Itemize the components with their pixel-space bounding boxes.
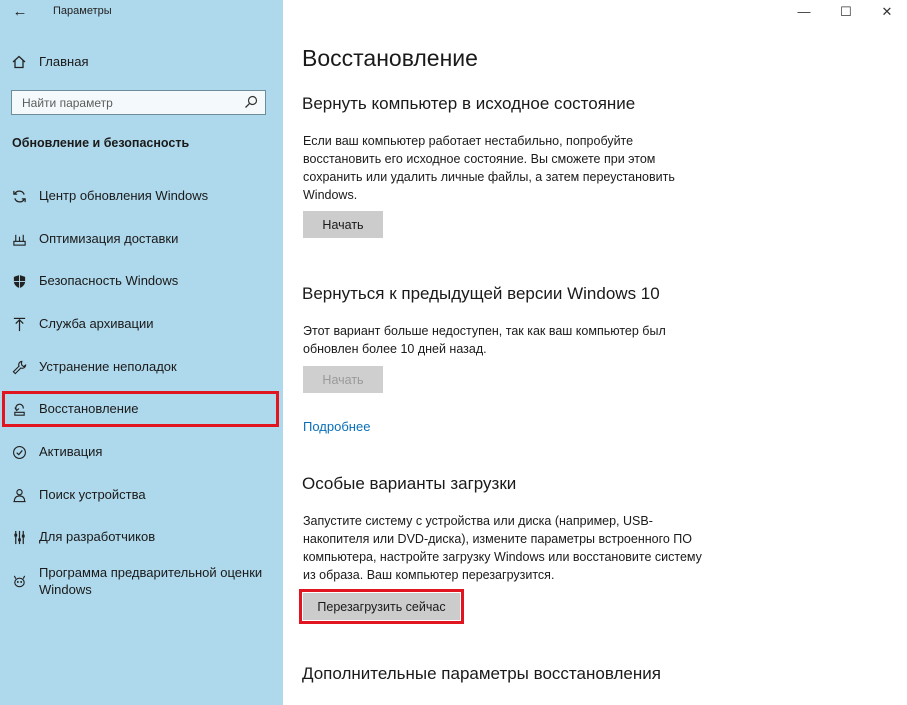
sync-icon	[10, 187, 28, 205]
reset-start-button[interactable]: Начать	[303, 211, 383, 238]
sidebar-item-label: Для разработчиков	[39, 529, 156, 544]
rollback-start-button: Начать	[303, 366, 383, 393]
learn-more-link[interactable]: Подробнее	[303, 419, 371, 434]
sidebar-item-home[interactable]	[0, 48, 283, 74]
rollback-heading: Вернуться к предыдущей версии Windows 10	[302, 284, 660, 303]
backup-icon	[10, 315, 28, 333]
rollback-description: Этот вариант больше недоступен, так как ваш компьютер был обновлен более 10 дней назад.	[303, 324, 666, 356]
more-recovery-heading: Дополнительные параметры восстановления	[302, 664, 661, 683]
sidebar-item-activation[interactable]	[0, 436, 283, 468]
section-title: Обновление и безопасность	[12, 136, 190, 150]
maximize-icon: ☐	[840, 4, 852, 19]
sidebar-item-label: Программа предварительной оценки Windows	[39, 565, 263, 597]
sidebar-item-label: Восстановление	[39, 401, 139, 416]
sidebar-item-insider-program[interactable]	[0, 561, 283, 601]
sidebar-item-label: Устранение неполадок	[39, 359, 177, 374]
sidebar-item-recovery[interactable]	[2, 391, 279, 427]
recovery-icon	[10, 400, 28, 418]
home-icon	[10, 53, 28, 71]
sidebar-item-label: Активация	[39, 444, 103, 459]
sidebar-item-label: Служба архивации	[39, 316, 154, 331]
insider-icon	[10, 572, 28, 590]
sidebar-item-backup[interactable]	[0, 308, 283, 340]
sidebar-item-developers[interactable]	[0, 521, 283, 553]
sidebar-item-delivery-optimization[interactable]	[0, 223, 283, 255]
sidebar-item-label: Безопасность Windows	[39, 273, 179, 288]
developer-icon	[10, 528, 28, 546]
search-box[interactable]	[11, 90, 266, 115]
sidebar	[0, 0, 283, 705]
app-title: Параметры	[53, 5, 112, 17]
check-circle-icon	[10, 443, 28, 461]
advanced-startup-description: Запустите систему с устройства или диска (например, USB-накопителя или DVD-диска), измените параметры встроенного ПО компьютера, настройте загрузку Windows или восстановите систему из образа. Ваш компьютер перезагрузится.	[303, 514, 702, 582]
search-icon[interactable]	[243, 94, 259, 110]
reset-description: Если ваш компьютер работает нестабильно, попробуйте восстановить его исходное состояние. Вы сможете при этом сохранить или удалить личные файлы, а затем переустановить Windows.	[303, 134, 675, 202]
restart-now-button[interactable]: Перезагрузить сейчас	[303, 593, 460, 620]
advanced-startup-heading: Особые варианты загрузки	[302, 474, 517, 493]
page-title: Восстановление	[302, 45, 478, 71]
maximize-button[interactable]	[829, 2, 863, 22]
sidebar-item-label: Главная	[39, 54, 89, 69]
sidebar-item-windows-update[interactable]	[0, 180, 283, 212]
sidebar-item-label: Центр обновления Windows	[39, 188, 209, 203]
close-button[interactable]	[870, 2, 904, 22]
close-icon: ✕	[881, 4, 893, 19]
search-input[interactable]	[22, 91, 237, 114]
sidebar-item-find-device[interactable]	[0, 479, 283, 511]
sidebar-item-windows-security[interactable]	[0, 265, 283, 297]
wrench-icon	[10, 358, 28, 376]
minimize-icon: —	[797, 4, 811, 19]
sidebar-item-troubleshoot[interactable]	[0, 351, 283, 383]
back-arrow-icon[interactable]: ←	[12, 3, 28, 20]
shield-icon	[10, 272, 28, 290]
minimize-button[interactable]	[787, 2, 821, 22]
sidebar-item-label: Оптимизация доставки	[39, 231, 179, 246]
person-location-icon	[10, 486, 28, 504]
delivery-icon	[10, 230, 28, 248]
sidebar-item-label: Поиск устройства	[39, 487, 146, 502]
main-content	[283, 0, 907, 705]
reset-heading: Вернуть компьютер в исходное состояние	[302, 94, 636, 113]
